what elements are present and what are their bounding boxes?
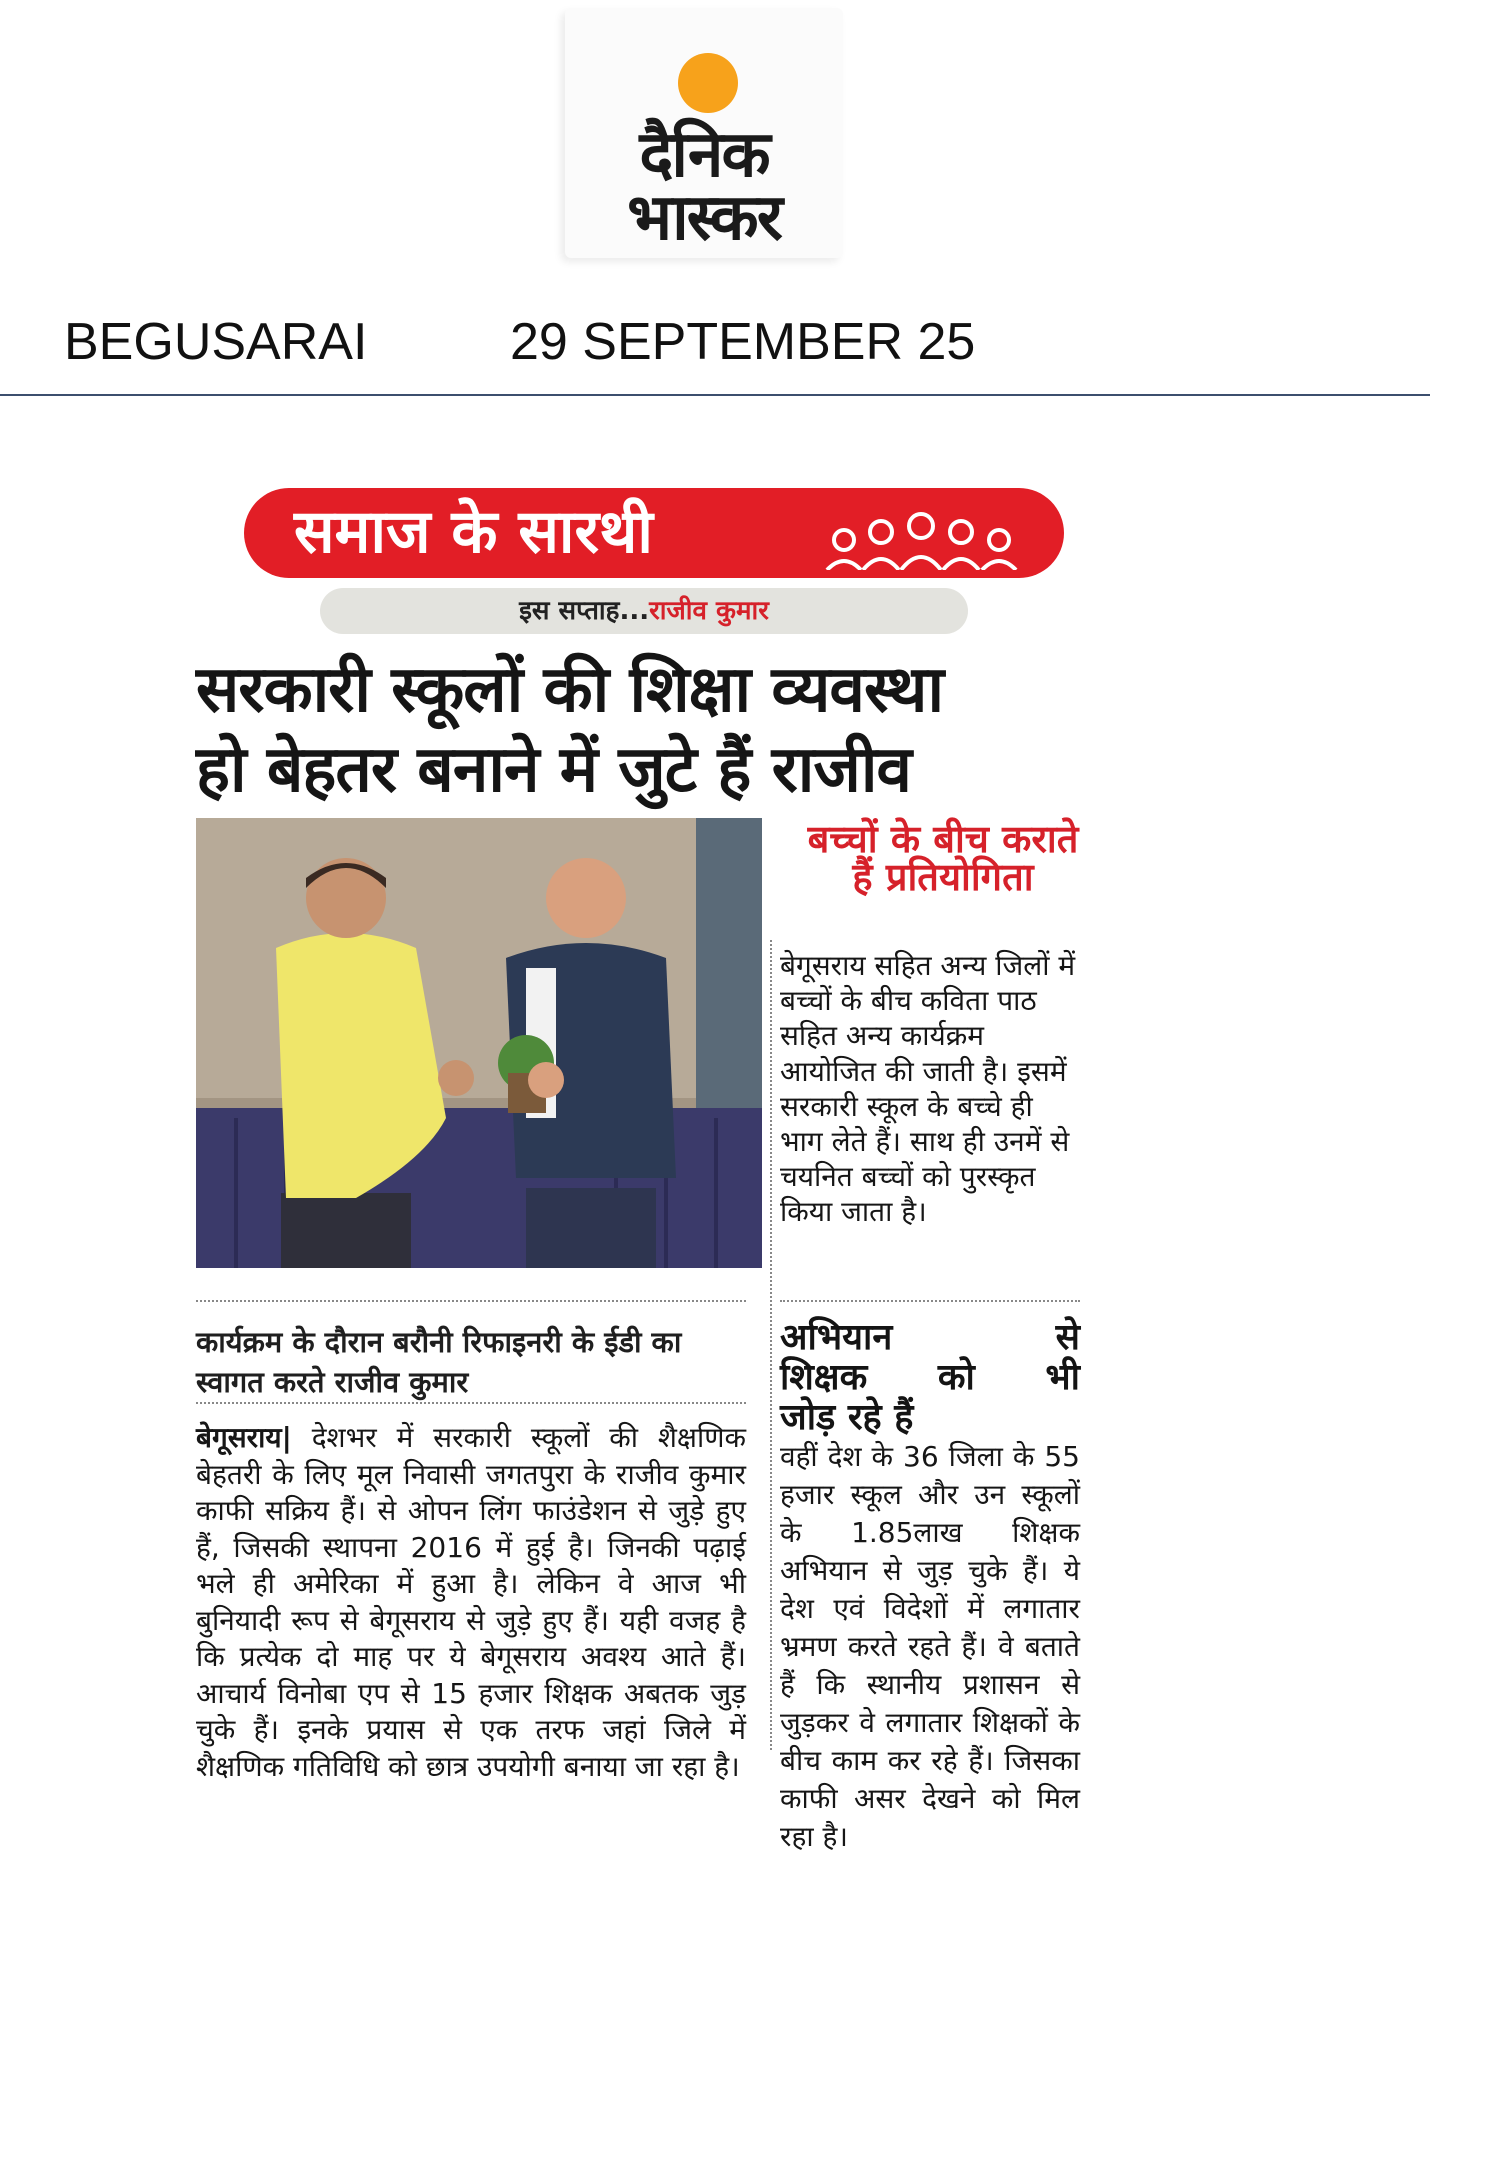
newspaper-clipping <box>172 470 1102 1950</box>
logo-line-2: भास्कर <box>627 181 781 255</box>
this-week-bar <box>320 588 968 634</box>
this-week-label: इस सप्ताह... <box>519 596 650 626</box>
city-label: BEGUSARAI <box>64 313 368 371</box>
subsection-text: वहीं देश के 36 जिला के 55 हजार स्कूल और उन स्कूलों के 1.85लाख शिक्षक अभियान से जुड़ चुके हैं। ये देश एवं विदेशों में लगातार भ्रमण करते रहते हैं। वे बताते हैं कि स्थानीय प्रशासन से जुड़कर वे लगातार शिक्षकों के बीच काम कर रहे हैं। जिसका काफी असर देखने को मिल रहा है। <box>780 1440 1080 1853</box>
header-divider <box>0 394 1430 396</box>
story-dateline: बेगूसराय| <box>196 1421 292 1454</box>
column-divider <box>770 940 772 1750</box>
caption-divider-bottom <box>196 1402 746 1404</box>
photo-caption: कार्यक्रम के दौरान बरौनी रिफाइनरी के ईडी का स्वागत करते राजीव कुमार <box>196 1325 682 1399</box>
headline-line-1: सरकारी स्कूलों की शिक्षा व्यवस्था <box>196 653 944 727</box>
headline-line-2: हो बेहतर बनाने में जुटे हैं राजीव <box>196 733 911 807</box>
photo-illustration <box>196 818 762 1268</box>
sun-icon <box>678 53 738 113</box>
logo-line-1: दैनिक <box>639 118 769 192</box>
subsection-heading-2: शिक्षक को भी <box>780 1357 1080 1398</box>
sidebar-heading: बच्चों के बीच कराते हैं प्रतियोगिता <box>807 817 1079 899</box>
column-banner <box>244 488 1064 578</box>
subsection-heading-3: जोड़ रहे हैं <box>780 1397 914 1438</box>
newspaper-logo <box>565 8 843 258</box>
caption-divider-top <box>196 1300 746 1302</box>
column-title: समाज के सारथी <box>294 497 653 567</box>
story-text: देशभर में सरकारी स्कूलों की शैक्षणिक बेहतरी के लिए मूल निवासी जगतपुरा के राजीव कुमार काफी सक्रिय हैं। से ओपन लिंग फाउंडेशन से जुड़े हुए हैं, जिसकी स्थापना 2016 में हुई है। जिनकी पढ़ाई भले ही अमेरिका में हुआ है। लेकिन वे आज भी बुनियादी रूप से बेगूसराय से जुड़े हुए हैं। यही वजह है कि प्रत्येक दो माह पर ये बेगूसराय अवश्य आते हैं। आचार्य विनोबा एप से 15 हजार शिक्षक अबतक जुड़ चुके हैं। इनके प्रयास से एक तरफ जहां जिले में शैक्षणिक गतिविधि को छात्र उपयोगी बनाया जा रहा है। <box>196 1421 746 1783</box>
date-label: 29 SEPTEMBER 25 <box>510 313 976 371</box>
event-photo <box>196 818 762 1268</box>
story-body <box>196 1420 746 1785</box>
sidebar-text: बेगूसराय सहित अन्य जिलों में बच्चों के बीच कविता पाठ सहित अन्य कार्यक्रम आयोजित की जाती है। इसमें सरकारी स्कूल के बच्चे ही भाग लेते हैं। साथ ही उनमें से चयनित बच्चों को पुरस्कृत किया जाता है। <box>780 949 1076 1229</box>
people-group-icon <box>819 508 1034 570</box>
sidebar-divider <box>780 1300 1080 1302</box>
subsection-heading-1: अभियान से <box>780 1317 1080 1358</box>
this-week-name: राजीव कुमार <box>649 596 769 626</box>
